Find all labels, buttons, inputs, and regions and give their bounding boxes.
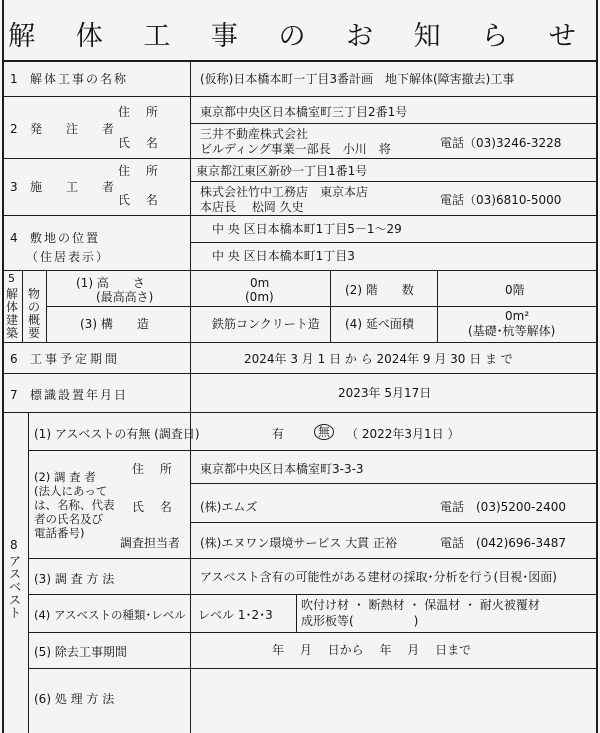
disposal-method-label: (6) 処 理 方 法 (34, 692, 115, 706)
row1-label: 解体工事の名称 (30, 72, 129, 86)
row4-label2: （住居表示） (26, 250, 111, 264)
row5-area-val2: (基礎･杭等解体) (468, 324, 556, 338)
row4-num: 4 (10, 231, 18, 245)
row8-num: 8 (10, 538, 18, 552)
survey-method-value: アスベスト含有の可能性がある建材の採取･分析を行う(目視･図面) (200, 570, 557, 584)
row5-floors-label: (2) 階 数 (345, 283, 414, 297)
row2-tel: 電話（03)3246-3228 (440, 136, 562, 150)
divider (190, 242, 598, 243)
divider (190, 181, 598, 182)
row5-height-val2: (0m) (245, 290, 274, 304)
divider (28, 412, 29, 733)
divider (28, 450, 598, 451)
divider (46, 306, 598, 307)
row1-value: (仮称)日本橋本町一丁目3番計画 地下解体(障害撤去)工事 (200, 72, 515, 86)
asbestos-materials-1: 吹付け材 ・ 断熱材 ・ 保温材 ・ 耐火被覆材 (301, 598, 540, 612)
divider (2, 215, 598, 216)
row2-name-label: 氏 名 (118, 136, 164, 150)
divider (22, 270, 23, 342)
row5-vlabel-left: 解 体 建 築 (5, 287, 18, 340)
divider (28, 558, 598, 559)
surveyor-staff-tel: 電話 (042)696-3487 (440, 536, 567, 550)
row5-num: 5 (8, 272, 15, 285)
row2-addr: 東京都中央区日本橋室町三丁目2番1号 (200, 105, 408, 119)
row7-label: 標識設置年月日 (30, 388, 129, 402)
asbestos-presence-label: (1) アスベストの有無 (調査日) (34, 427, 200, 441)
row2-name1: 三井不動産株式会社 (200, 127, 309, 141)
divider (2, 96, 598, 97)
row5-vlabel-right: 物 の 概 要 (27, 287, 40, 340)
row3-num: 3 (10, 180, 18, 194)
surveyor-staff-label: 調査担当者 (120, 536, 181, 550)
divider (190, 522, 598, 523)
divider (2, 0, 4, 733)
row1-num: 1 (10, 72, 18, 86)
divider (190, 483, 598, 484)
row8-vlabel: ア ス ベ ス ト (8, 554, 21, 620)
divider (28, 594, 598, 595)
row5-area-label: (4) 延べ面積 (345, 317, 414, 331)
row2-name2: ビルディング事業一部長 小川 将 (200, 142, 391, 156)
row5-area-val1: 0m² (505, 309, 530, 323)
row6-label: 工事予定期間 (30, 352, 121, 366)
page-title: 解 体 工 事 の お 知 ら せ (8, 21, 592, 52)
row2-addr-label: 住 所 (118, 105, 164, 119)
surveyor-addr: 東京都中央区日本橋室町3-3-3 (200, 462, 364, 476)
divider (2, 412, 598, 413)
divider (190, 60, 191, 470)
asbestos-level: レベル 1･2･3 (198, 608, 273, 622)
row3-tel: 電話（03)6810-5000 (440, 193, 562, 207)
row5-floors-val: 0階 (505, 283, 525, 297)
row3-addr-label: 住 所 (118, 164, 164, 178)
row4-value2: 中 央 区日本橋本町1丁目3 (212, 249, 355, 263)
row3-addr: 東京都江東区新砂一丁目1番1号 (196, 164, 368, 178)
divider (190, 412, 191, 733)
divider (2, 342, 598, 343)
surveyor-tel: 電話 (03)5200-2400 (440, 500, 567, 514)
row4-value1: 中 央 区日本橋本町1丁目5－1～29 (212, 222, 402, 236)
row4-label1: 敷地の位置 (30, 231, 101, 245)
row3-name-label: 氏 名 (118, 193, 164, 207)
divider (296, 594, 297, 632)
removal-period-value: 年 月 日から 年 月 日まで (272, 643, 472, 657)
surveyor-addr-label: 住 所 (132, 462, 178, 476)
divider (2, 373, 598, 374)
divider (190, 123, 598, 124)
surveyor-name-label: 氏 名 (132, 500, 178, 514)
surveyor-name: (株)エムズ (200, 500, 258, 514)
row5-height-label: (1) 高 さ (76, 276, 145, 290)
divider (2, 158, 598, 159)
divider (28, 632, 598, 633)
removal-period-label: (5) 除去工事期間 (34, 645, 127, 659)
row2-num: 2 (10, 122, 18, 136)
divider (2, 270, 598, 271)
divider (2, 60, 598, 62)
row6-value: 2024年 3 月 1 日 か ら 2024年 9 月 30 日 ま で (244, 352, 513, 366)
asbestos-type-label: (4) アスベストの種類･レベル (34, 608, 186, 622)
survey-method-label: (3) 調 査 方 法 (34, 572, 115, 586)
asbestos-materials-2: 成形板等( ) (301, 614, 419, 628)
row3-name2: 本店長 松岡 久史 (200, 200, 304, 214)
asbestos-no-circled: 無 (314, 424, 334, 440)
row7-num: 7 (10, 388, 18, 402)
surveyor-staff: (株)エヌワン環境サービス 大貫 正裕 (200, 536, 397, 550)
row5-height-val1: 0m (250, 276, 270, 290)
row2-label: 発 注 者 (30, 122, 121, 136)
row3-name1: 株式会社竹中工務店 東京本店 (200, 185, 369, 199)
row3-label: 施 工 者 (30, 180, 121, 194)
surveyor-label: (2) 調 査 者 (法人にあって は、名称、代表 者の氏名及び 電話番号) (34, 470, 115, 540)
row6-num: 6 (10, 352, 18, 366)
asbestos-yes: 有 (272, 427, 285, 441)
row5-height-sub: (最高高さ) (96, 290, 154, 304)
asbestos-survey-date: （ 2022年3月1日 ） (346, 427, 460, 441)
row5-structure-label: (3) 構 造 (80, 317, 149, 331)
divider (596, 0, 598, 733)
row5-structure-val: 鉄筋コンクリート造 (212, 317, 320, 331)
row7-value: 2023年 5月17日 (338, 386, 432, 400)
divider (28, 668, 598, 669)
